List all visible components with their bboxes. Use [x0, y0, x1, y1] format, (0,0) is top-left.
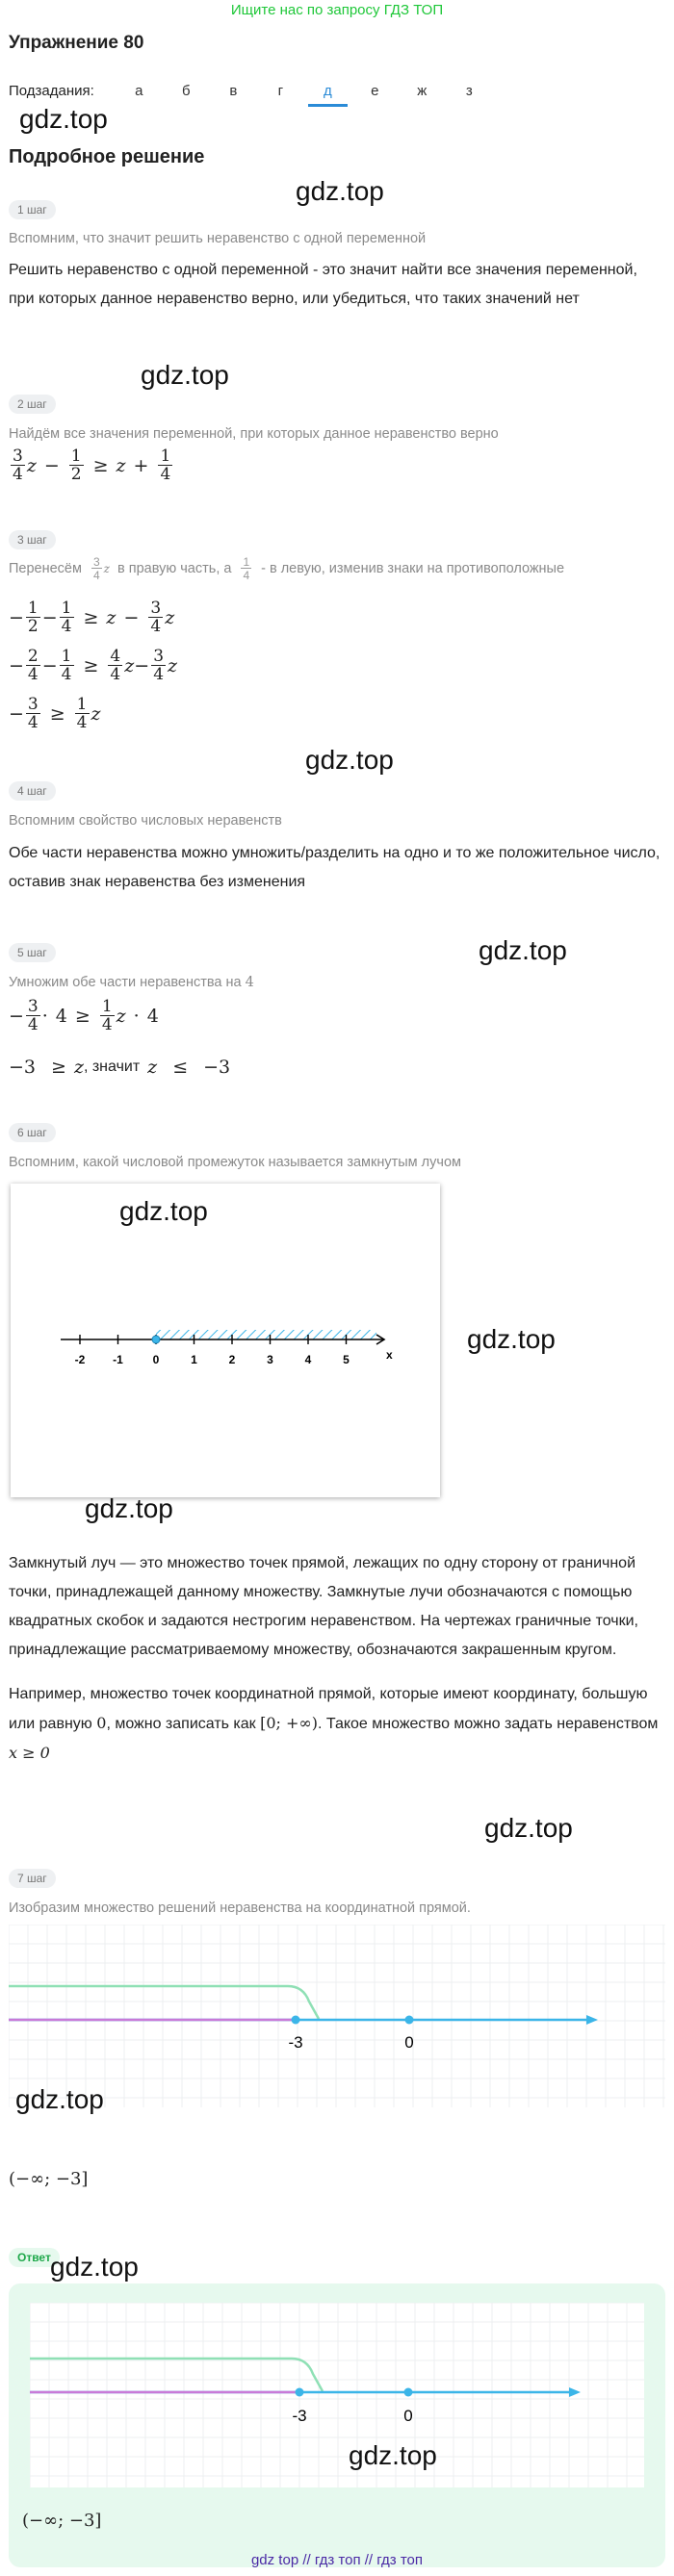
inequality-result: −3 ≥ z , значит z ≤ −3: [9, 1057, 231, 1078]
step-badge: 2 шаг: [9, 395, 56, 414]
subtask-a[interactable]: а: [135, 83, 143, 99]
step-badge: 6 шаг: [9, 1123, 56, 1142]
ray-hatching: [156, 1330, 376, 1339]
subtask-e[interactable]: е: [371, 83, 379, 99]
step-badge: 4 шаг: [9, 781, 56, 801]
inequality-multiply: − $\frac{3}{4}$ · 4 ≥ $\frac{1}{4}$ z · 4: [9, 997, 159, 1034]
tick-label: 1: [191, 1353, 197, 1366]
step-text: Решить неравенство с одной переменной - это значит найти все значения переменной, при которых данное неравенство верно, или убедиться, что таких значений нет: [9, 262, 637, 307]
answer-badge: Ответ: [9, 2248, 60, 2267]
watermark: gdz.top: [484, 1813, 573, 1843]
subtask-z[interactable]: з: [465, 83, 473, 99]
step-hint: Вспомним, что значит решить неравенство с одной переменной: [9, 231, 427, 246]
label-minus3: -3: [292, 2407, 307, 2425]
tick-label: 4: [304, 1353, 312, 1366]
subtask-g[interactable]: г: [277, 83, 284, 99]
step-text: Обе части неравенства можно умножить/разделить на одно и то же положительное число, оставив знак неравенства без изменения: [9, 845, 661, 890]
label-zero: 0: [403, 2407, 413, 2425]
step-hint: Вспомним свойство числовых неравенств: [9, 813, 282, 829]
step-badge: 1 шаг: [9, 200, 56, 219]
search-hint-link[interactable]: Ищите нас по запросу ГДЗ ТОП: [230, 2, 444, 18]
inequality-step3-line1: − $\frac{1}{2}$ − $\frac{1}{4}$ ≥ z − $\frac{3}{4}$ z: [9, 599, 175, 636]
tick-label: 0: [152, 1353, 160, 1366]
watermark: gdz.top: [19, 104, 108, 134]
subtask-b[interactable]: б: [182, 83, 191, 99]
tick-label: -1: [113, 1353, 123, 1366]
point-zero: [404, 2388, 413, 2397]
solution-title: Подробное решение: [9, 146, 205, 167]
tick-label: 2: [228, 1353, 236, 1366]
footer-links[interactable]: gdz top // гдз топ // гдз топ: [250, 2552, 424, 2568]
step-hint: Умножим обе части неравенства на 4: [9, 975, 254, 990]
subtasks-label: Подзадания:: [9, 83, 94, 99]
step-badge: 3 шаг: [9, 530, 56, 549]
tick-label: 3: [267, 1353, 273, 1366]
axis-label: x: [386, 1348, 393, 1362]
step-hint: Перенесём $\frac{3}{4}$ z в правую часть, а $\frac{1}{4}$ - в левую, изменив знаки на противоположные: [9, 555, 565, 582]
inequality-step3-line2: − $\frac{2}{4}$ − $\frac{1}{4}$ ≥ $\frac{4}{4}$ z − $\frac{3}{4}$ z: [9, 647, 178, 684]
step-badge: 5 шаг: [9, 943, 56, 962]
boundary-point-filled: [152, 1336, 160, 1343]
watermark: gdz.top: [349, 2440, 437, 2470]
subtask-d-active[interactable]: д: [304, 83, 351, 99]
point-minus3: [296, 2388, 304, 2397]
closed-ray-figure: [11, 1184, 440, 1497]
subtask-zh[interactable]: ж: [417, 83, 428, 99]
interval-result: (−∞; −3]: [9, 2169, 89, 2189]
step-hint: Найдём все значения переменной, при которых данное неравенство верно: [9, 426, 499, 442]
watermark: gdz.top: [305, 745, 394, 775]
closed-ray-example: Например, множество точек координатной прямой, которые имеют координату, большую или равную 0, можно записать как [0; +∞). Такое множество можно задать неравенством x ≥ 0: [9, 1686, 659, 1762]
watermark: gdz.top: [15, 2084, 104, 2114]
inequality-initial: $\frac{3}{4}$ z − $\frac{1}{2}$ ≥ z + $\frac{1}{4}$: [13, 446, 171, 484]
answer-number-line: [30, 2303, 644, 2487]
inequality-step3-line3: − $\frac{3}{4}$ ≥ $\frac{1}{4}$ z: [9, 695, 101, 732]
solution-arc: [9, 1986, 319, 2019]
watermark: gdz.top: [296, 176, 384, 206]
subtasks-nav: [9, 83, 493, 99]
subtask-v[interactable]: в: [229, 83, 238, 99]
exercise-title: Упражнение 80: [9, 33, 144, 53]
tick-label: 5: [343, 1353, 350, 1366]
watermark: gdz.top: [119, 1196, 208, 1226]
solution-number-line: [9, 1925, 665, 2107]
step-hint: Вспомним, какой числовой промежуток называется замкнутым лучом: [9, 1155, 461, 1170]
watermark: gdz.top: [479, 935, 567, 965]
step-hint: Изобразим множество решений неравенства на координатной прямой.: [9, 1900, 471, 1916]
answer-interval: (−∞; −3]: [22, 2511, 102, 2531]
number-line-ray: [11, 1184, 440, 1497]
label-zero: 0: [404, 2033, 414, 2052]
tick-label: -2: [74, 1353, 86, 1366]
step-badge: 7 шаг: [9, 1869, 56, 1888]
label-minus3: -3: [288, 2033, 303, 2052]
closed-ray-definition: Замкнутый луч — это множество точек прямой, лежащих по одну сторону от граничной точки, принадлежащей данному множеству. Замкнутые лучи обозначаются с помощью квадратных скобок и задаются нестрогим неравенством. На чертежах граничные точки, принадлежащие рассматриваемому множеству, обозначаются закрашенным кругом.: [9, 1555, 638, 1658]
watermark: gdz.top: [467, 1324, 556, 1354]
point-minus3: [292, 2016, 300, 2025]
watermark: gdz.top: [85, 1493, 173, 1523]
watermark: gdz.top: [141, 360, 229, 390]
axis-arrow: [586, 2015, 598, 2025]
point-zero: [405, 2016, 414, 2025]
answer-box: [9, 2283, 665, 2567]
watermark: gdz.top: [50, 2252, 139, 2282]
